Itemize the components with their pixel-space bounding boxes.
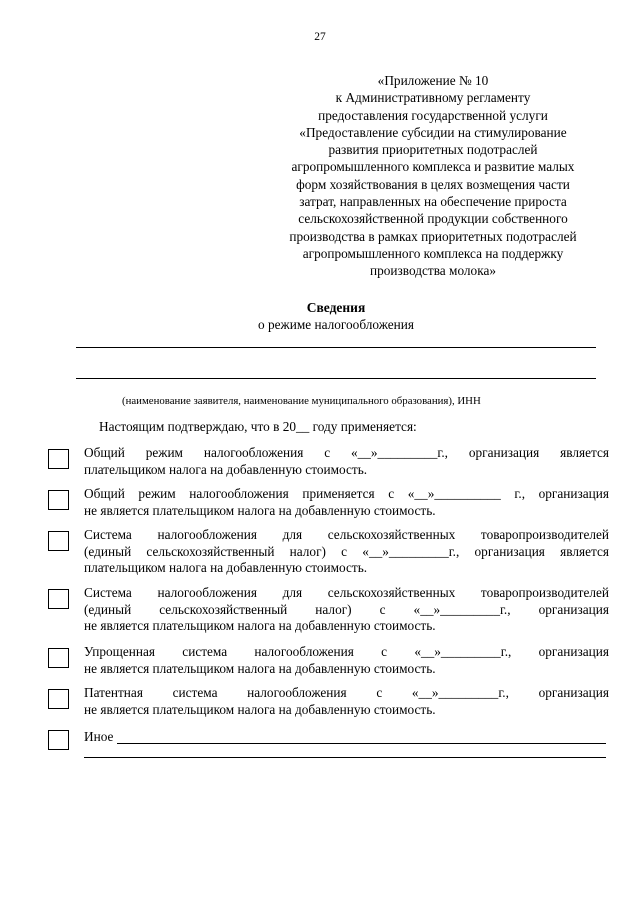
other-input-line-2[interactable]	[84, 757, 606, 758]
option-text-line: (единый сельскохозяйственный налог) с «__»_________г., организация является	[84, 543, 609, 559]
appendix-line: сельскохозяйственной продукции собственного	[298, 211, 568, 227]
applicant-name-line-1[interactable]	[76, 347, 596, 348]
applicant-name-line-2[interactable]	[76, 378, 596, 379]
appendix-line: агропромышленного комплекса и развитие малых	[291, 159, 575, 175]
option-text-line: Общий режим налогообложения с «__»_________г., организация является	[84, 445, 609, 460]
checkbox-other[interactable]	[48, 730, 69, 750]
appendix-line: затрат, направленных на обеспечение прироста	[299, 194, 567, 210]
confirm-statement: Настоящим подтверждаю, что в 20__ году применяется:	[99, 419, 417, 434]
option-general-regime-non-vat	[84, 486, 609, 519]
other-input-line-1[interactable]	[117, 743, 606, 744]
appendix-header	[262, 72, 604, 280]
appendix-line: предоставления государственной услуги	[318, 107, 548, 123]
checkbox-agricultural-tax-non-vat[interactable]	[48, 589, 69, 609]
page-number: 27	[314, 31, 326, 43]
checkbox-general-regime-vat-payer[interactable]	[48, 449, 69, 469]
appendix-line: развития приоритетных подотраслей	[328, 142, 538, 158]
other-label: Иное	[84, 729, 114, 744]
option-text-line: Патентная система налогообложения с «__»_________г., организация	[84, 685, 609, 700]
document-subtitle: о режиме налогообложения	[258, 317, 414, 332]
option-text-line: не является плательщиком налога на добавленную стоимость.	[84, 502, 436, 518]
option-text-line: Система налогообложения для сельскохозяйственных товаропроизводителей	[84, 585, 609, 600]
checkbox-simplified-system[interactable]	[48, 648, 69, 668]
option-text-line: Упрощенная система налогообложения с «__»_________г., организация	[84, 644, 609, 659]
appendix-line: форм хозяйствования в целях возмещения части	[296, 176, 570, 192]
checkbox-agricultural-tax-vat-payer[interactable]	[48, 531, 69, 551]
option-text-line: Система налогообложения для сельскохозяйственных товаропроизводителей	[84, 527, 609, 542]
appendix-line: производства в рамках приоритетных подотраслей	[289, 228, 577, 244]
option-patent-system	[84, 685, 609, 718]
appendix-line: «Предоставление субсидии на стимулирование	[299, 124, 567, 140]
option-simplified-system	[84, 644, 609, 677]
appendix-line: агропромышленного комплекса на поддержку	[302, 245, 564, 261]
appendix-line: к Административному регламенту	[335, 90, 531, 106]
option-agricultural-tax-vat-payer	[84, 527, 609, 577]
document-title: Сведения	[306, 300, 366, 315]
option-text-line: не является плательщиком налога на добавленную стоимость.	[84, 701, 436, 717]
appendix-line: производства молока»	[369, 263, 497, 279]
option-text-line: не является плательщиком налога на добавленную стоимость.	[84, 618, 436, 634]
option-text-line: Общий режим налогообложения применяется с «__»__________ г., организация	[84, 486, 609, 501]
option-text-line: (единый сельскохозяйственный налог) с «__»_________г., организация	[84, 601, 609, 617]
option-text-line: не является плательщиком налога на добавленную стоимость.	[84, 660, 436, 676]
option-text-line: плательщиком налога на добавленную стоимость.	[84, 560, 368, 576]
checkbox-patent-system[interactable]	[48, 689, 69, 709]
checkbox-general-regime-non-vat[interactable]	[48, 490, 69, 510]
option-agricultural-tax-non-vat	[84, 585, 609, 635]
appendix-line: «Приложение № 10	[377, 73, 489, 88]
applicant-caption: (наименование заявителя, наименование муниципального образования), ИНН	[122, 395, 481, 407]
option-general-regime-vat-payer	[84, 445, 609, 478]
option-text-line: плательщиком налога на добавленную стоимость.	[84, 461, 368, 477]
